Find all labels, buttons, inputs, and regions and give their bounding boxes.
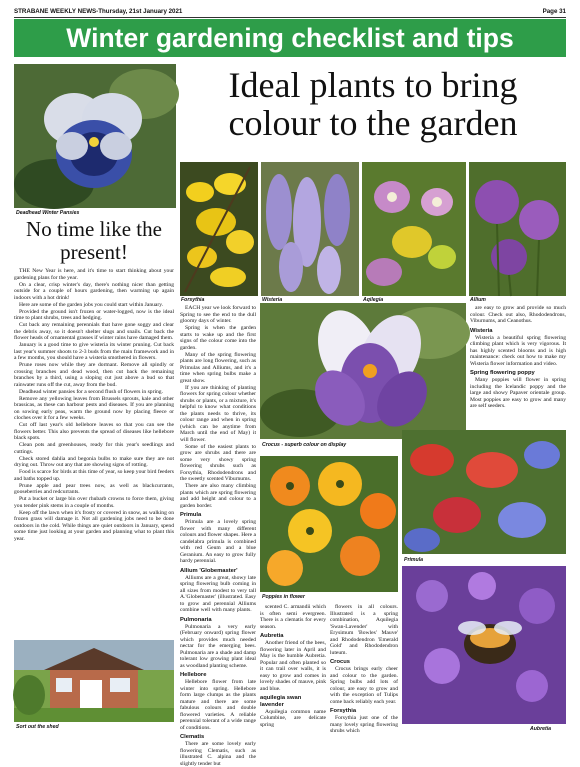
column-3 xyxy=(260,604,326,732)
col3-paragraph: scented C. armandii which is often semi evergreen. There is a clematis for every season. xyxy=(260,604,326,630)
col4-paragraph: Crocus brings early cheer and colour to the garden. Spring bulbs add lots of colour, are easy to grow and with the exception of Tulips come back reliably each year. xyxy=(330,666,398,705)
crocus-photo xyxy=(260,303,466,439)
col5-paragraph: Many poppies will flower in spring including the Icelandic poppy and the large and showy Papaver orientale group. Most poppies are easy to grow and many are self seeders. xyxy=(470,377,566,409)
headline: Ideal plants to bring colour to the garden xyxy=(228,65,518,143)
aquilegia-photo xyxy=(362,162,466,296)
allium-photo xyxy=(469,162,566,296)
col2-paragraph: Primula are a lovely spring flower with many different colours and flower shapes. Here a candelabra primula is combined with red Geum and a blue Geranium. An easy to grow fully hardy perennial. xyxy=(180,519,256,564)
section-heading-hellebore: Hellebore xyxy=(180,672,207,678)
column-2 xyxy=(180,305,256,767)
col2-paragraph: There are also many climbing plants which are spring flowering and add height and colour to a garden border. xyxy=(180,483,256,509)
col2-paragraph: If you are thinking of planting flowers for spring colour whether shrubs or plants, or a mixture, it's helpful to know what conditions the plants needs to thrive, its colour range and when in spring (which can be anytime from March until the end of May) it will flower. xyxy=(180,384,256,443)
col2-paragraph: There are some lovely early flowering Clematis, such as illustrated C. alpina and the slightly tender but xyxy=(180,741,256,767)
pansies-photo xyxy=(14,64,176,208)
col1-paragraph: Cut back any remaining perennials that have gone soggy and clear the debris away, so it doesn't shelter slugs and snails. Cut back the flower heads of ornamental grasses if winter rains have damaged them. xyxy=(14,322,174,341)
caption-allium: Allium xyxy=(470,297,486,303)
section-heading-aubretia: Aubretia xyxy=(260,633,284,639)
section-heading-poppy: Spring flowering poppy xyxy=(470,370,535,376)
section-heading-wisteria: Wisteria xyxy=(470,327,493,334)
col3-paragraph: Another friend of the bees, flowering later in April and May is the humble Aubretia. Popular and often planted so it can trail over walls, it is easy to grow and comes in lovely shades of mauve, pink and blue. xyxy=(260,640,326,692)
col2-paragraph: EACH year we look forward to Spring to see the end to the dull gloomy days of winter. xyxy=(180,305,256,324)
caption-wisteria: Wisteria xyxy=(262,297,283,303)
col4-paragraph: flowers in all colours. Illustrated is a spring combination, Aquilegia 'Swan-Lavender' with Erysimum 'Bowles' Mauve' and Rhododendron 'Emerald Gold' and Rhododendron luteum. xyxy=(330,604,398,656)
caption-pansies: Deadhead Winter Pansies xyxy=(16,210,80,216)
col1-paragraph: Cut off last year's old hellebore leaves so that you can see the flowers better. This also prevents the spread of diseases like hellebore black spots. xyxy=(14,422,174,441)
caption-aubretia: Aubretia xyxy=(530,726,552,732)
caption-poppies: Poppies in flower xyxy=(262,594,305,600)
col1-paragraph: Prune apple and pear trees now, as well as blackcurrants, gooseberries and redcurrants. xyxy=(14,482,174,495)
caption-shed: Sort out the shed xyxy=(16,724,59,730)
col1-paragraph: On a clear, crisp winter's day, there's nothing nicer than getting outside for a couple of hours gardening, then warming up again indoors with a hot drink! xyxy=(14,281,174,301)
aubretia-photo xyxy=(402,566,566,724)
section-heading-aquilegia: aquilegia swan lavender xyxy=(260,695,302,708)
col1-paragraph: THE New Year is here, and it's time to start thinking about your gardening plans for the year. xyxy=(14,268,174,281)
col3-paragraph: Aquilegia common name Columbine, are delicate spring xyxy=(260,708,326,728)
primula-photo xyxy=(402,430,566,554)
shed-photo xyxy=(14,640,174,722)
poppies-photo xyxy=(260,456,398,592)
col2-paragraph: Some of the easiest plants to grow are shrubs and there are some very showy spring flowering shrubs such as Forsythia, Rhododendrons and the sweetly scented Viburnums. xyxy=(180,443,256,482)
col1-paragraph: Food is scarce for birds at this time of year, so keep your bird feeders and baths topped up. xyxy=(14,469,174,482)
col4-paragraph: Forsythia just one of the many lovely spring flowering shrubs which xyxy=(330,715,398,734)
col1-paragraph: Keep off the lawn when it's frosty or covered in snow, as walking on frozen grass will damage it. Not all gardening jobs need to be done outdoors in the cold. While things are quiet outdoors in January, spend some time just looking at your garden and planning what to plant this year. xyxy=(14,509,174,542)
section-heading-clematis: Clematis xyxy=(180,734,205,740)
masthead-page-number: Page 31 xyxy=(542,8,566,15)
col1-paragraph: Provided the ground isn't frozen or water-logged, now is the ideal time to plant shrubs, trees and hedging. xyxy=(14,308,174,321)
col5-paragraph: Wisteria a beautiful spring flowering climbing plant which is very vigorous. It has highly scented blooms and is high maintenance: check out how to make my Wisteria flower information and video. xyxy=(470,334,566,367)
section-banner: Winter gardening checklist and tips xyxy=(14,19,566,57)
section-heading-crocus: Crocus xyxy=(330,659,350,665)
col5-paragraph: are easy to grow and provide so much colour. Check out also, Rhododendrons, Viburnums, and Ceanothus. xyxy=(470,305,566,324)
column-5 xyxy=(470,305,566,425)
col2-paragraph: Hellebore flower from late winter into spring. Hellebore form large clumps as the plants mature and there are some fabulous colours and double flowered varieties. A reliable perennial tolerant of a wide range of conditions. xyxy=(180,679,256,731)
section-heading-allium: Allium 'Globemaster' xyxy=(180,567,238,574)
col1-paragraph: Remove any yellowing leaves from Brussels sprouts, kale and other brassicas, as these can harbour pests and diseases. If you are planning on sowing early peas, warm the ground now by placing fleece or cloches over it for a few weeks. xyxy=(14,395,174,421)
caption-primula: Primula xyxy=(404,557,424,563)
section-heading-forsythia: Forsythia xyxy=(330,708,357,714)
col1-paragraph: Deadhead winter pansies for a second flush of flowers in spring. xyxy=(19,388,163,395)
caption-crocus: Crocus - superb colour on display xyxy=(262,442,347,448)
subhead: No time like the present! xyxy=(26,217,162,264)
column-1 xyxy=(14,268,174,638)
col1-paragraph: January is a good time to give wisteria its winter pruning. Cut back last year's summer shoots to 2-3 buds from the main framework and in a few months, you should have a wisteria smothered in flowers. xyxy=(14,342,174,361)
masthead-paper-date: STRABANE WEEKLY NEWS-Thursday, 21st January 2021 xyxy=(14,8,183,15)
col1-paragraph: Here are some of the garden jobs you could start within January. xyxy=(19,301,164,308)
col1-paragraph: Clean pots and greenhouses, ready for this year's seedlings and cuttings. xyxy=(14,442,174,455)
wisteria-photo xyxy=(261,162,359,296)
section-heading-pulmonaria: Pulmonaria xyxy=(180,616,212,623)
col2-paragraph: Pulmonaria a very early (February onward) spring flower which provides much needed nectar for the emerging bees. Pulmonaria are a shade and damp tolerant low growing plant ideal as woodland planting scheme. xyxy=(180,623,256,669)
caption-forsythia: Forsythia xyxy=(181,297,205,303)
col2-paragraph: Many of the spring flowering plants are long flowering, such as Primulas and Alliums, and it's a time when spring bulbs make a great show. xyxy=(180,351,256,384)
col1-paragraph: Check stored dahlia and begonia bulbs to make sure they are not drying out. Throw out any that are showing signs of rotting. xyxy=(14,455,174,468)
forsythia-photo xyxy=(180,162,258,296)
col1-paragraph: Put a bucket or large bin over rhubarb crowns to force them, giving you tender pink stems in a couple of months. xyxy=(14,496,174,509)
col1-paragraph: Prune roses now while they are dormant. Remove all spindly or crossing branches and dead wood, then cut back the remaining branches by a third, using a sloping cut just above a bud so that rainwater runs off the cut, away from the bud. xyxy=(14,362,174,388)
col2-paragraph: Spring is when the garden starts to wake up and the first signs of the colour come into the garden. xyxy=(180,325,256,351)
col2-paragraph: Alliums are a great, showy late spring flowering bulb coming in all sizes from modest to very tall A.'Globemaster' (illustrated. Easy to grow and perennial Alliums combine well with many plants. xyxy=(180,574,256,613)
section-heading-primula: Primula xyxy=(180,512,202,518)
column-4 xyxy=(330,604,398,732)
masthead xyxy=(14,8,566,18)
caption-aquilegia: Aqilegia xyxy=(363,297,384,303)
